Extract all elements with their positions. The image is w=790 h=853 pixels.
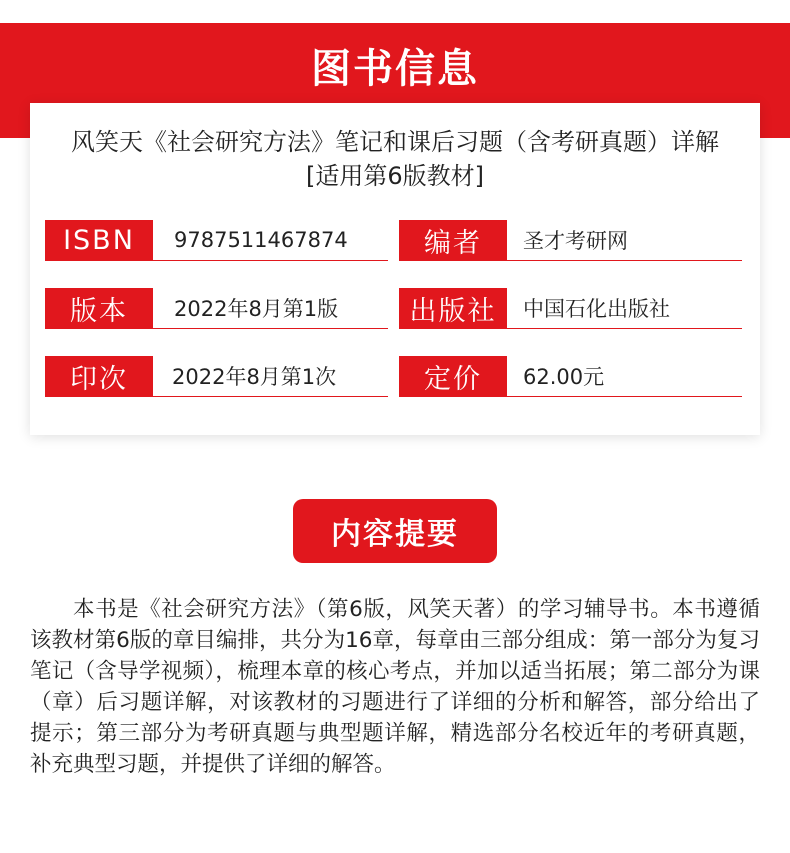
editor-row [399,220,742,261]
edition-row [45,288,388,329]
book-title-line2: [适用第6版教材] [306,162,484,190]
printing-label: 印次 [45,356,153,396]
edition-value: 2022年8月第1版 [174,297,339,321]
editor-value: 圣才考研网 [523,229,628,253]
price-label: 定价 [399,356,507,396]
isbn-row [45,220,388,261]
summary-text: 本书是《社会研究方法》（第6版，风笑天著）的学习辅导书。本书遵循该教材第6版的章目编排，共分为16章，每章由三部分组成：第一部分为复习笔记（含导学视频），梳理本章的核心考点，并加以适当拓展；第二部分为课（章）后习题详解，对该教材的习题进行了详细的分析和解答，部分给出了提示；第三部分为考研真题与典型题详解，精选部分名校近年的考研真题，补充典型习题，并提供了详细的解答。 [30,597,760,777]
isbn-label: ISBN [45,220,153,260]
price-value: 62.00元 [523,365,605,389]
summary-heading: 内容提要 [293,499,497,563]
price-row [399,356,742,397]
editor-label: 编者 [399,220,507,260]
edition-label: 版本 [45,288,153,328]
publisher-value: 中国石化出版社 [523,297,670,321]
book-title-line1: 风笑天《社会研究方法》笔记和课后习题（含考研真题）详解 [71,128,719,156]
section-title-book-info: 图书信息 [311,45,479,92]
book-info-card [30,103,760,435]
printing-row [45,356,388,397]
publisher-row [399,288,742,329]
publisher-label: 出版社 [399,288,507,328]
book-title [30,125,760,193]
isbn-value: 9787511467874 [174,228,348,252]
printing-value: 2022年8月第1次 [172,365,337,389]
